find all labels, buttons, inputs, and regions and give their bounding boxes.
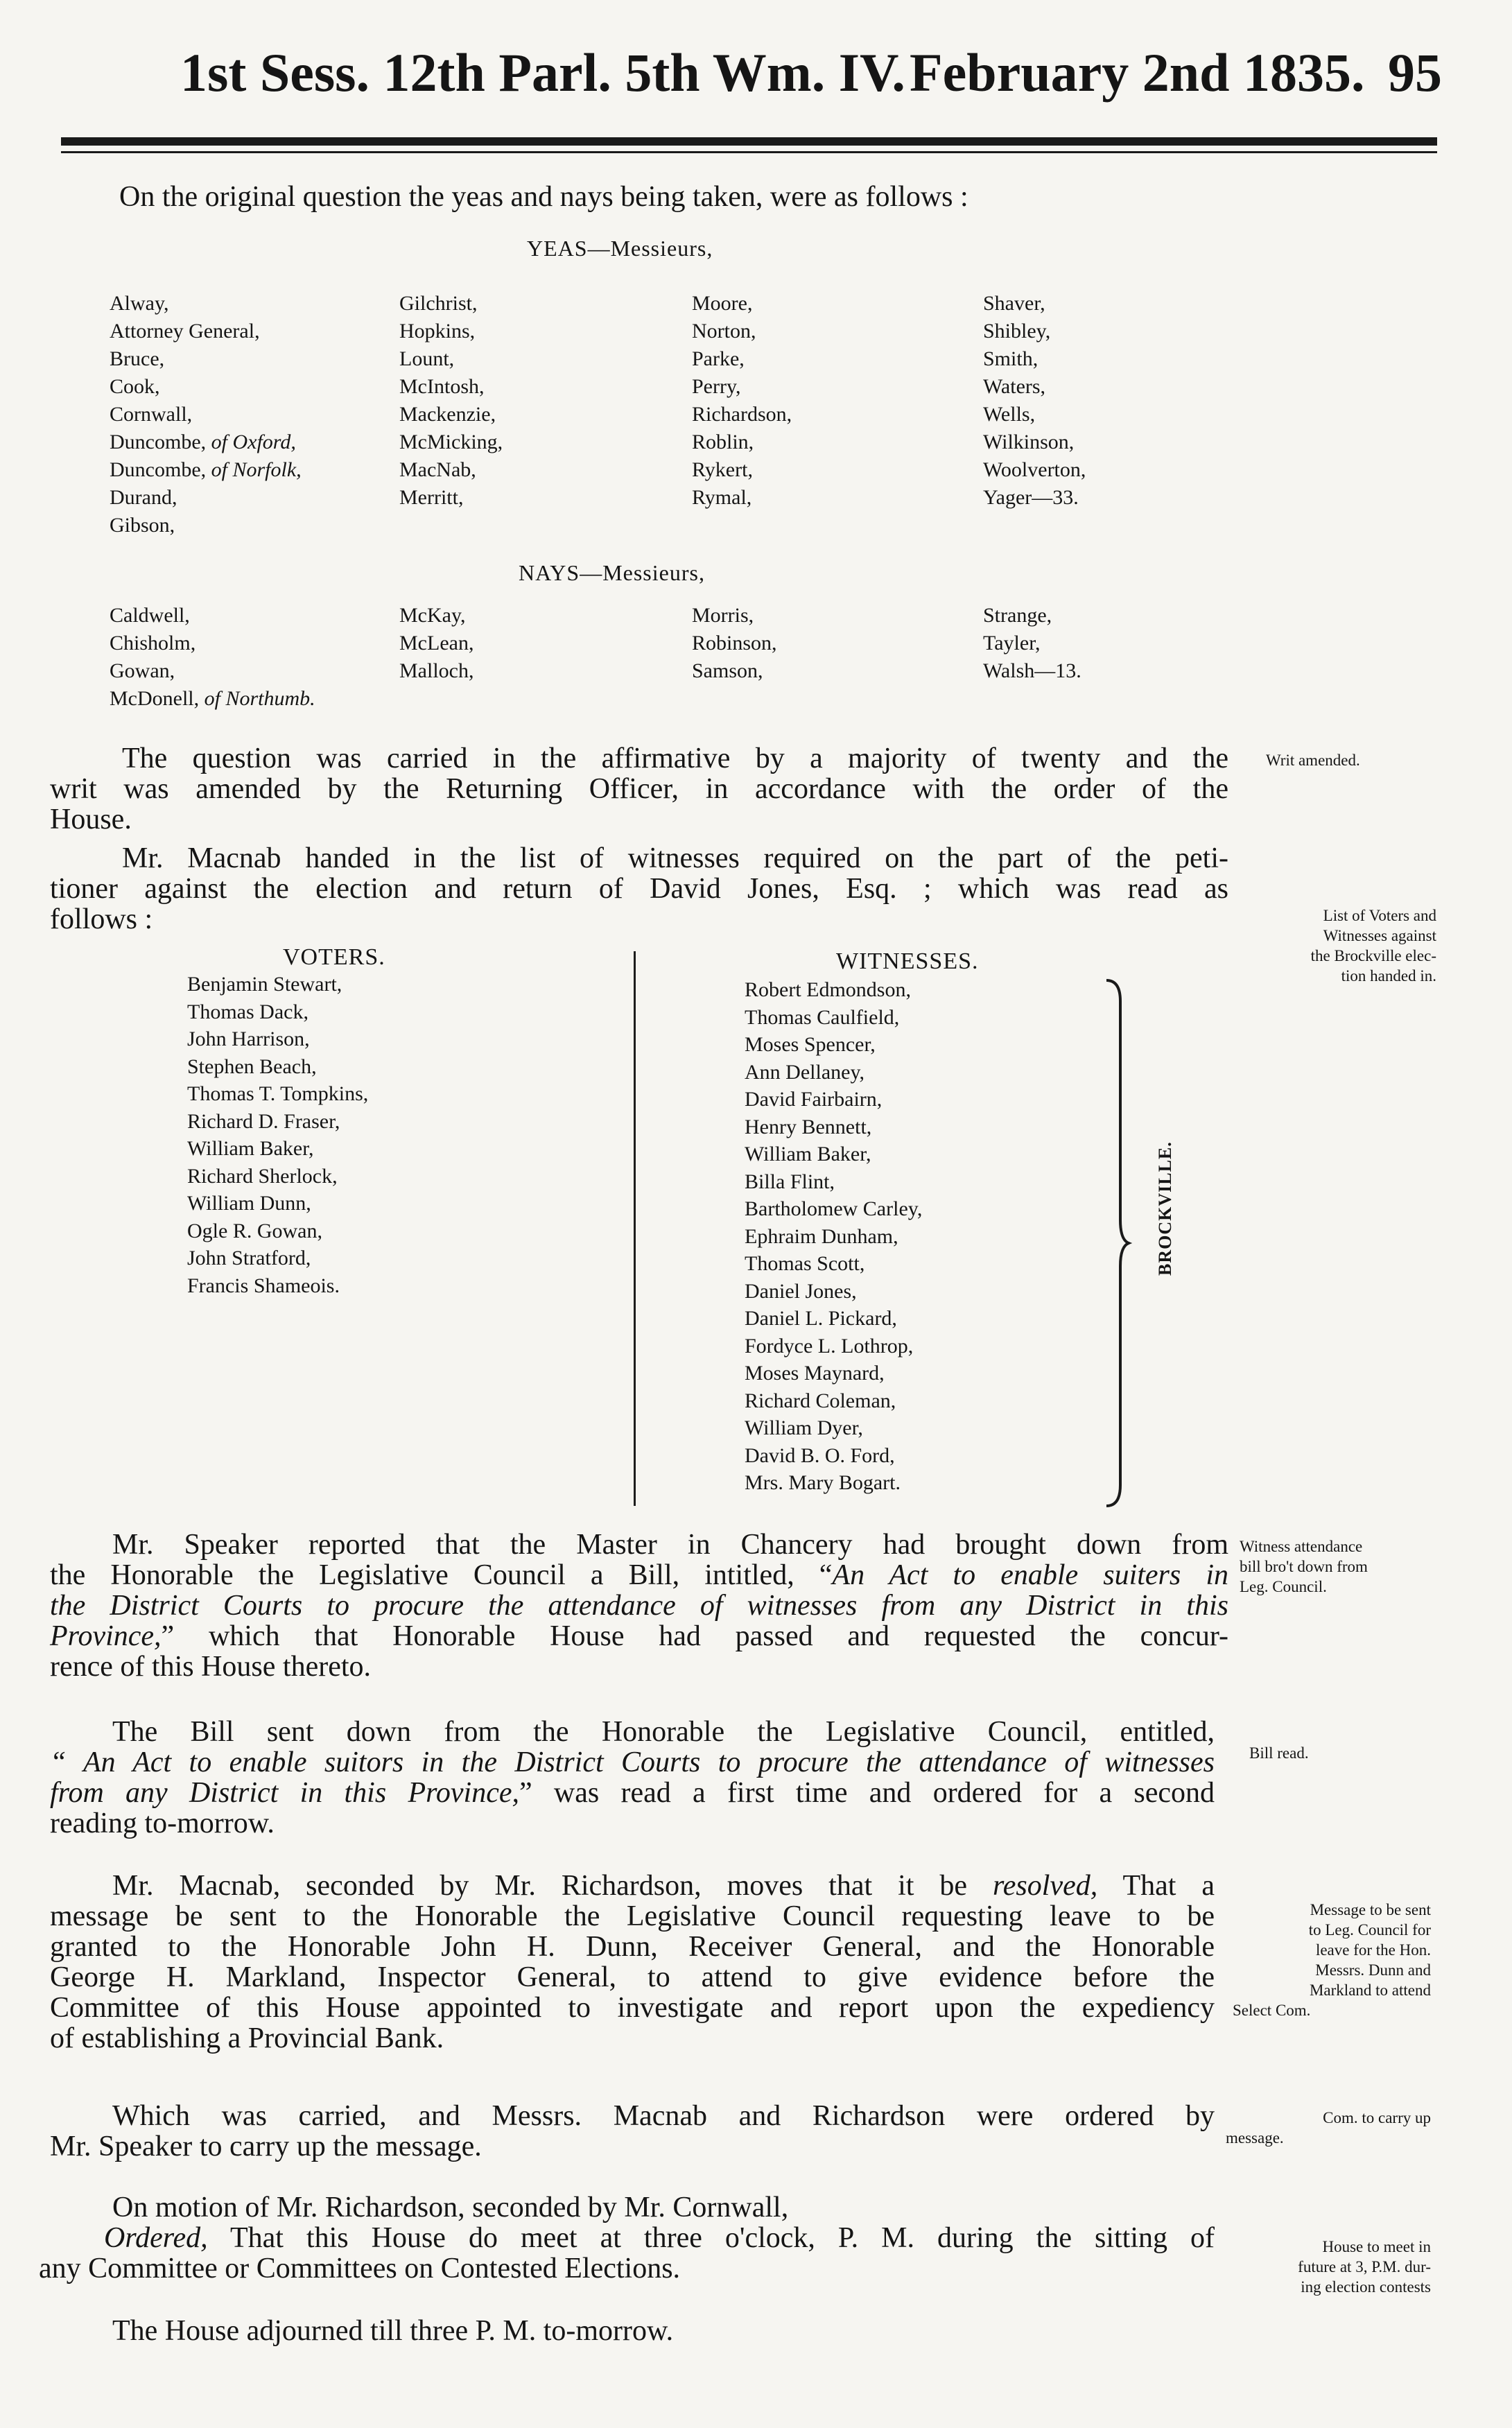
- text-line: Mr. Speaker reported that the Master in Chancery had brought down from: [112, 1529, 1228, 1561]
- witness-name: Robert Edmondson,: [745, 978, 911, 1001]
- witness-name: Thomas Caulfield,: [745, 1005, 900, 1029]
- header-rule-thin: [61, 151, 1437, 153]
- member-name: Rymal,: [692, 486, 752, 509]
- member-name: Tayler,: [983, 632, 1041, 654]
- witness-name: Ephraim Dunham,: [745, 1224, 898, 1248]
- member-name: Cornwall,: [110, 403, 193, 426]
- member-name: Duncombe, of Norfolk,: [110, 458, 302, 481]
- member-name: Strange,: [983, 604, 1052, 627]
- member-name: Wells,: [983, 403, 1036, 426]
- nays-column-3: [692, 602, 777, 685]
- witness-name: Billa Flint,: [745, 1170, 835, 1193]
- member-name: Smith,: [983, 347, 1039, 370]
- member-name: Wilkinson,: [983, 431, 1075, 453]
- witness-name: Moses Maynard,: [745, 1362, 885, 1385]
- paragraph-macnab-motion: [50, 1871, 1215, 2054]
- text-line: The question was carried in the affirmative by a majority of twenty and the: [122, 743, 1228, 774]
- voters-heading: VOTERS.: [283, 944, 385, 970]
- member-name: Rykert,: [692, 458, 753, 481]
- member-name: Shibley,: [983, 320, 1051, 342]
- page-header: [62, 42, 1449, 118]
- text-line: message be sent to the Honorable the Legislative Council requesting leave to be: [50, 1900, 1215, 1932]
- member-name: Morris,: [692, 604, 754, 627]
- member-name: Norton,: [692, 320, 756, 342]
- brace-bracket: [1098, 976, 1140, 1510]
- witness-name: William Baker,: [745, 1143, 871, 1165]
- text-line: House.: [50, 804, 132, 835]
- member-name: McKay,: [399, 604, 466, 627]
- text-line: rence of this House thereto.: [50, 1651, 372, 1683]
- yeas-column-2: [399, 290, 503, 512]
- voters-list: [187, 971, 368, 1299]
- witness-name: Bartholomew Carley,: [745, 1197, 923, 1220]
- member-name: Mackenzie,: [399, 403, 496, 426]
- voter-name: Stephen Beach,: [187, 1055, 317, 1078]
- member-name: Shaver,: [983, 292, 1045, 315]
- yeas-column-1: [110, 290, 302, 539]
- witness-name: Thomas Scott,: [745, 1252, 865, 1275]
- margin-note-carry-up: Com. to carry up message.: [1226, 2109, 1431, 2147]
- witnesses-list: [745, 976, 922, 1497]
- member-name: Hopkins,: [399, 320, 476, 342]
- member-name: Bruce,: [110, 347, 165, 370]
- voter-name: Thomas T. Tompkins,: [187, 1082, 369, 1105]
- witnesses-heading: WITNESSES.: [836, 948, 979, 974]
- member-name: Robinson,: [692, 632, 777, 654]
- witness-name: Daniel L. Pickard,: [745, 1307, 897, 1330]
- text-line: Mr. Speaker to carry up the message.: [50, 2131, 482, 2162]
- witness-name: Richard Coleman,: [745, 1389, 896, 1412]
- voter-name: Richard Sherlock,: [187, 1164, 338, 1188]
- voter-name: Benjamin Stewart,: [187, 973, 342, 996]
- nays-column-4: [983, 602, 1081, 685]
- text-line: The Bill sent down from the Honorable the Legislative Council, entitled,: [112, 1716, 1215, 1748]
- member-name: MacNab,: [399, 458, 476, 481]
- member-name: Roblin,: [692, 431, 754, 453]
- member-name: Gowan,: [110, 659, 175, 682]
- member-name: Lount,: [399, 347, 455, 370]
- text-line: follows :: [50, 903, 153, 935]
- text-line: reading to-morrow.: [50, 1807, 275, 1839]
- paragraph-bill-read: [50, 1717, 1215, 1839]
- margin-note-list: List of Voters and Witnesses against the Brockville elec- tion handed in.: [1310, 907, 1436, 985]
- text-line: Ordered, That this House do meet at three o'clock, P. M. during the sitting of: [104, 2222, 1215, 2254]
- text-line: tioner against the election and return of David Jones, Esq. ; which was read as: [50, 873, 1228, 905]
- voter-name: Francis Shameois.: [187, 1274, 340, 1297]
- member-name: Moore,: [692, 292, 753, 315]
- member-name: Alway,: [110, 292, 169, 315]
- intro-line: On the original question the yeas and nays being taken, were as follows :: [119, 181, 968, 213]
- member-name: Merritt,: [399, 486, 464, 509]
- yeas-heading: YEAS—Messieurs,: [527, 236, 713, 261]
- paragraph-question-carried: [50, 743, 1228, 835]
- member-name: Perry,: [692, 375, 741, 398]
- witness-name: Henry Bennett,: [745, 1115, 872, 1138]
- margin-note-writ: Writ amended.: [1266, 752, 1360, 769]
- paragraph-speaker-report: [50, 1529, 1228, 1682]
- member-name: Yager—33.: [983, 486, 1079, 509]
- witness-name: Ann Dellaney,: [745, 1060, 864, 1084]
- member-name: Attorney General,: [110, 320, 260, 342]
- member-name: Caldwell,: [110, 604, 190, 627]
- text-line: writ was amended by the Returning Officer, in accordance with the order of the: [50, 773, 1228, 805]
- margin-note-meet: House to meet in future at 3, P.M. dur- ing election contests: [1298, 2238, 1431, 2296]
- page-number: 95: [1388, 42, 1442, 103]
- paragraph-carried: [50, 2101, 1215, 2162]
- text-line: Mr. Macnab, seconded by Mr. Richardson, moves that it be resolved, That a: [112, 1870, 1215, 1902]
- yeas-column-3: [692, 290, 792, 512]
- text-line: On motion of Mr. Richardson, seconded by Mr. Cornwall,: [112, 2192, 789, 2223]
- member-name: McLean,: [399, 632, 474, 654]
- brockville-label: BROCKVILLE.: [1155, 1141, 1175, 1276]
- member-name: Samson,: [692, 659, 763, 682]
- witness-name: Daniel Jones,: [745, 1279, 857, 1303]
- member-name: Malloch,: [399, 659, 474, 682]
- text-line: any Committee or Committees on Contested Elections.: [39, 2253, 681, 2284]
- member-name: Gilchrist,: [399, 292, 478, 315]
- nays-heading: NAYS—Messieurs,: [519, 560, 705, 585]
- member-name: Richardson,: [692, 403, 792, 426]
- margin-note-witness-bill: Witness attendance bill bro't down from Leg. Council.: [1240, 1538, 1368, 1595]
- member-name: Walsh—13.: [983, 659, 1081, 682]
- member-name: Waters,: [983, 375, 1046, 398]
- paragraph-witness-list: [50, 843, 1228, 935]
- nays-column-1: [110, 602, 315, 713]
- witness-name: Fordyce L. Lothrop,: [745, 1334, 914, 1358]
- member-name: Parke,: [692, 347, 745, 370]
- text-line: Province,” which that Honorable House had passed and requested the concur-: [50, 1620, 1228, 1652]
- header-date: February 2nd 1835.: [910, 42, 1365, 103]
- voter-name: John Stratford,: [187, 1247, 311, 1269]
- member-name: Duncombe, of Oxford,: [110, 431, 296, 453]
- voter-name: Thomas Dack,: [187, 1000, 309, 1023]
- header-rule-thick: [61, 137, 1437, 146]
- member-name: McMicking,: [399, 431, 503, 453]
- text-line: the District Courts to procure the attendance of witnesses from any District in this: [50, 1590, 1228, 1622]
- witness-name: Moses Spencer,: [745, 1033, 876, 1056]
- member-name: McDonell, of Northumb.: [110, 687, 315, 710]
- voter-name: John Harrison,: [187, 1027, 310, 1050]
- witness-name: Mrs. Mary Bogart.: [745, 1471, 901, 1494]
- voter-name: William Dunn,: [187, 1192, 311, 1215]
- witness-name: David B. O. Ford,: [745, 1443, 895, 1467]
- member-name: Chisholm,: [110, 632, 196, 654]
- text-line: Mr. Macnab handed in the list of witnesses required on the part of the peti-: [122, 842, 1228, 874]
- text-line: granted to the Honorable John H. Dunn, Receiver General, and the Honorable: [50, 1931, 1215, 1963]
- text-line: Committee of this House appointed to investigate and report upon the expediency: [50, 1992, 1215, 2024]
- paragraph-adjourned: The House adjourned till three P. M. to-morrow.: [112, 2315, 674, 2347]
- member-name: McIntosh,: [399, 375, 485, 398]
- column-divider: [634, 951, 636, 1506]
- text-line: “ An Act to enable suitors in the District Courts to procure the attendance of witnesses: [50, 1746, 1215, 1778]
- text-line: George H. Markland, Inspector General, to attend to give evidence before the: [50, 1961, 1215, 1993]
- member-name: Woolverton,: [983, 458, 1086, 481]
- yeas-column-4: [983, 290, 1086, 512]
- margin-note-message: Message to be sent to Leg. Council for leave for the Hon. Messrs. Dunn and Markland to attend Select Com.: [1233, 1901, 1431, 2019]
- paragraph-motion-ordered: [39, 2192, 1215, 2284]
- witness-name: William Dyer,: [745, 1416, 863, 1439]
- text-line: from any District in this Province,” was read a first time and ordered for a second: [50, 1777, 1215, 1809]
- voter-name: William Baker,: [187, 1137, 314, 1160]
- margin-note-bill-read: Bill read.: [1249, 1744, 1309, 1762]
- text-line: of establishing a Provincial Bank.: [50, 2022, 444, 2054]
- voter-name: Richard D. Fraser,: [187, 1109, 340, 1133]
- witness-name: David Fairbairn,: [745, 1088, 883, 1111]
- text-line: the Honorable the Legislative Council a Bill, intitled, “An Act to enable suiters in: [50, 1559, 1228, 1591]
- member-name: Durand,: [110, 486, 177, 509]
- member-name: Gibson,: [110, 514, 175, 537]
- voter-name: Ogle R. Gowan,: [187, 1219, 322, 1242]
- member-name: Cook,: [110, 375, 160, 398]
- nays-column-2: [399, 602, 473, 685]
- session-title: 1st Sess. 12th Parl. 5th Wm. IV.: [180, 42, 905, 103]
- text-line: Which was carried, and Messrs. Macnab and Richardson were ordered by: [112, 2100, 1215, 2132]
